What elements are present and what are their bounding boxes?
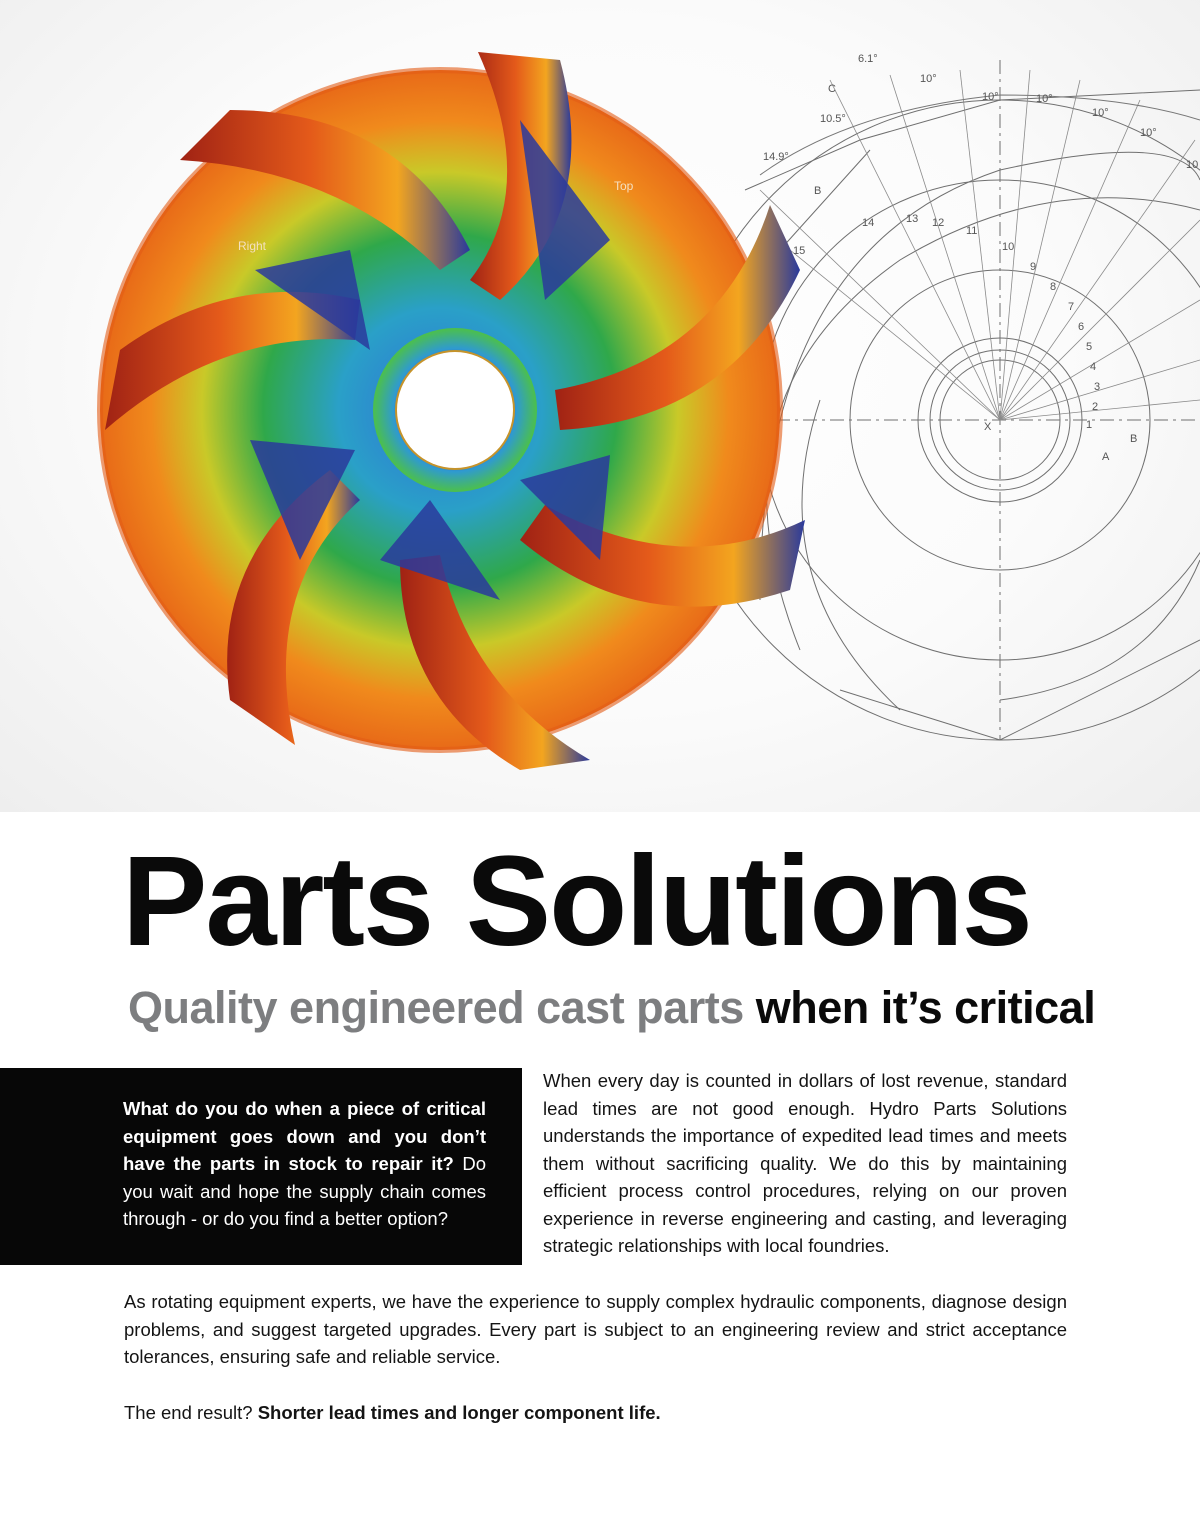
- page-subtitle: [128, 982, 1096, 1033]
- svg-text:8: 8: [1050, 281, 1057, 293]
- impeller-model: [100, 52, 805, 770]
- svg-text:X: X: [984, 421, 992, 433]
- svg-text:9: 9: [1030, 261, 1037, 273]
- svg-text:10°: 10°: [982, 91, 999, 103]
- svg-text:4: 4: [1090, 361, 1097, 373]
- svg-text:15: 15: [793, 245, 806, 257]
- closing-lead: The end result?: [124, 1402, 258, 1423]
- drawing-labels: [752, 53, 1198, 463]
- svg-text:Top: Top: [614, 179, 634, 193]
- svg-text:B: B: [1130, 433, 1138, 445]
- svg-text:10: 10: [1186, 159, 1199, 171]
- svg-text:6.1°: 6.1°: [858, 53, 878, 65]
- hub-bore: [397, 352, 513, 468]
- closing-emphasis: Shorter lead times and longer component life.: [257, 1402, 661, 1423]
- svg-text:13: 13: [906, 213, 919, 225]
- subtitle-grey: Quality engineered cast parts: [128, 982, 744, 1033]
- svg-text:C: C: [828, 83, 836, 95]
- intro-paragraph: When every day is counted in dollars of lost revenue, standard lead times are not good enough. Hydro Parts Solutions understands the importance of expedited lead times and meets them without sacrificing quality. We do this by maintaining efficient process control procedures, relying on our proven experience in reverse engineering and casting, and leveraging strategic relationships with local foundries.: [543, 1070, 1067, 1256]
- callout-followup: Do you wait and hope the supply chain comes through - or do you find a better option?: [123, 1153, 486, 1229]
- svg-text:10: 10: [1002, 241, 1015, 253]
- experts-paragraph: As rotating equipment experts, we have the experience to supply complex hydraulic components, diagnose design problems, and suggest targeted upgrades. Every part is subject to an engineering review and strict acceptance tolerances, ensuring safe and reliable service.: [124, 1291, 1067, 1367]
- svg-text:10°: 10°: [1092, 107, 1109, 119]
- svg-text:Right: Right: [238, 239, 267, 253]
- closing-paragraph: [124, 1399, 1067, 1427]
- svg-text:5: 5: [1086, 341, 1093, 353]
- svg-text:10°: 10°: [1036, 93, 1053, 105]
- callout-question: What do you do when a piece of critical equipment goes down and you don’t have the parts in stock to repair it?: [123, 1098, 486, 1174]
- svg-text:14.9°: 14.9°: [763, 151, 789, 163]
- svg-text:10°: 10°: [1140, 127, 1157, 139]
- svg-text:2: 2: [1092, 401, 1099, 413]
- svg-text:3: 3: [1094, 381, 1101, 393]
- callout-text: [123, 1095, 486, 1233]
- svg-text:B: B: [814, 185, 822, 197]
- svg-text:11: 11: [966, 225, 978, 237]
- svg-text:12: 12: [932, 217, 945, 229]
- subtitle-dark: when it’s critical: [755, 982, 1096, 1033]
- svg-text:14: 14: [862, 217, 875, 229]
- svg-text:A: A: [1102, 451, 1110, 463]
- svg-text:7: 7: [1068, 301, 1075, 313]
- page-title: Parts Solutions: [122, 830, 1031, 973]
- svg-text:1: 1: [1086, 419, 1093, 431]
- svg-text:10.5°: 10.5°: [820, 113, 846, 125]
- svg-text:10°: 10°: [920, 73, 937, 85]
- callout-box: [0, 1068, 522, 1265]
- svg-text:6: 6: [1078, 321, 1085, 333]
